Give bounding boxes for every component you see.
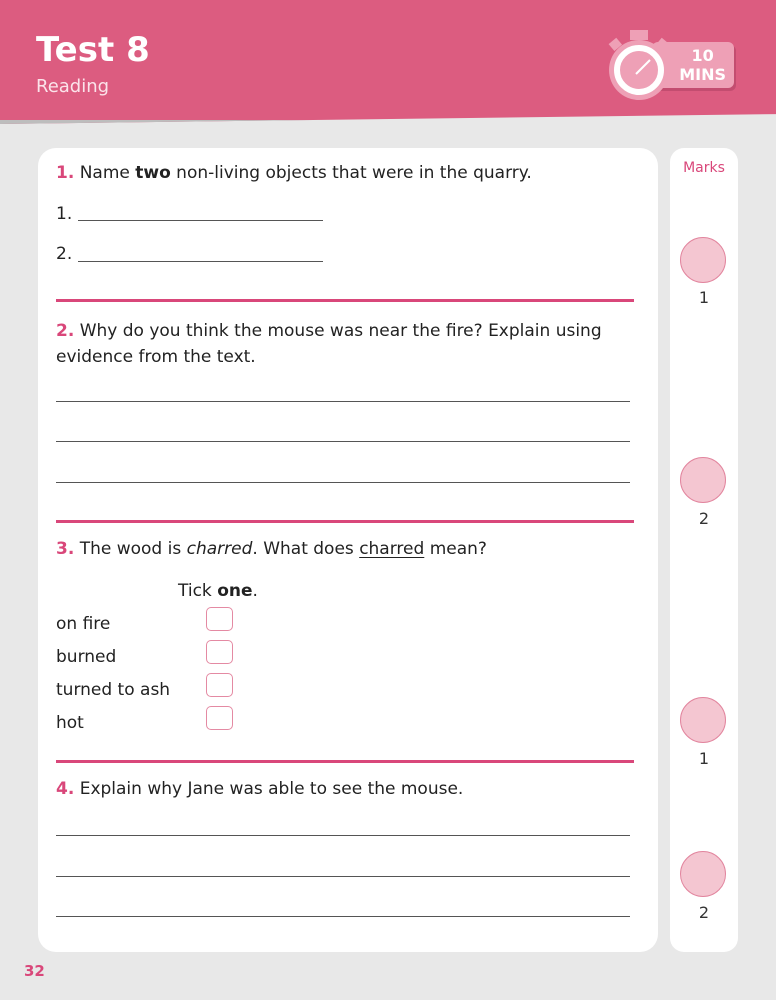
option-label: hot (56, 713, 84, 733)
option-label: turned to ash (56, 680, 171, 700)
question-1: 1. Name two non-living objects that were in the quarry. (56, 163, 532, 183)
tick-box-turned-to-ash[interactable] (206, 673, 233, 697)
option-label: on fire (56, 614, 111, 634)
question-2: 2. Why do you think the mouse was near the fire? Explain using evidence from the text. (56, 321, 602, 367)
timer-unit: MINS (679, 65, 726, 84)
question-3: 3. The wood is charred. What does charred mean? (56, 539, 487, 559)
mark-value: 1 (698, 749, 710, 768)
answer-line[interactable] (78, 220, 323, 221)
mark-circle[interactable] (680, 457, 726, 503)
tick-box-on-fire[interactable] (206, 607, 233, 631)
tick-box-hot[interactable] (206, 706, 233, 730)
answer-line[interactable] (56, 916, 630, 917)
answer-line[interactable] (78, 261, 323, 262)
tick-instruction: Tick one. (178, 581, 258, 601)
mark-circle[interactable] (680, 851, 726, 897)
divider (56, 760, 634, 763)
option-label: burned (56, 647, 117, 667)
mark-value: 2 (698, 903, 710, 922)
marks-label: Marks (683, 160, 725, 176)
question-4: 4. Explain why Jane was able to see the mouse. (56, 779, 464, 799)
answer-label-2: 2. (56, 244, 73, 264)
timer-value: 10 (691, 46, 714, 65)
mark-value: 1 (698, 288, 710, 307)
mark-circle[interactable] (680, 697, 726, 743)
answer-line[interactable] (56, 876, 630, 877)
answer-line[interactable] (56, 482, 630, 483)
mark-value: 2 (698, 509, 710, 528)
answer-line[interactable] (56, 441, 630, 442)
tick-box-burned[interactable] (206, 640, 233, 664)
page-subtitle: Reading (36, 76, 110, 97)
answer-line[interactable] (56, 401, 630, 402)
answer-label-1: 1. (56, 204, 73, 224)
divider (56, 520, 634, 523)
page-title: Test 8 (36, 30, 150, 70)
stopwatch-icon (606, 24, 676, 104)
divider (56, 299, 634, 302)
answer-line[interactable] (56, 835, 630, 836)
page-number: 32 (24, 962, 45, 980)
mark-circle[interactable] (680, 237, 726, 283)
